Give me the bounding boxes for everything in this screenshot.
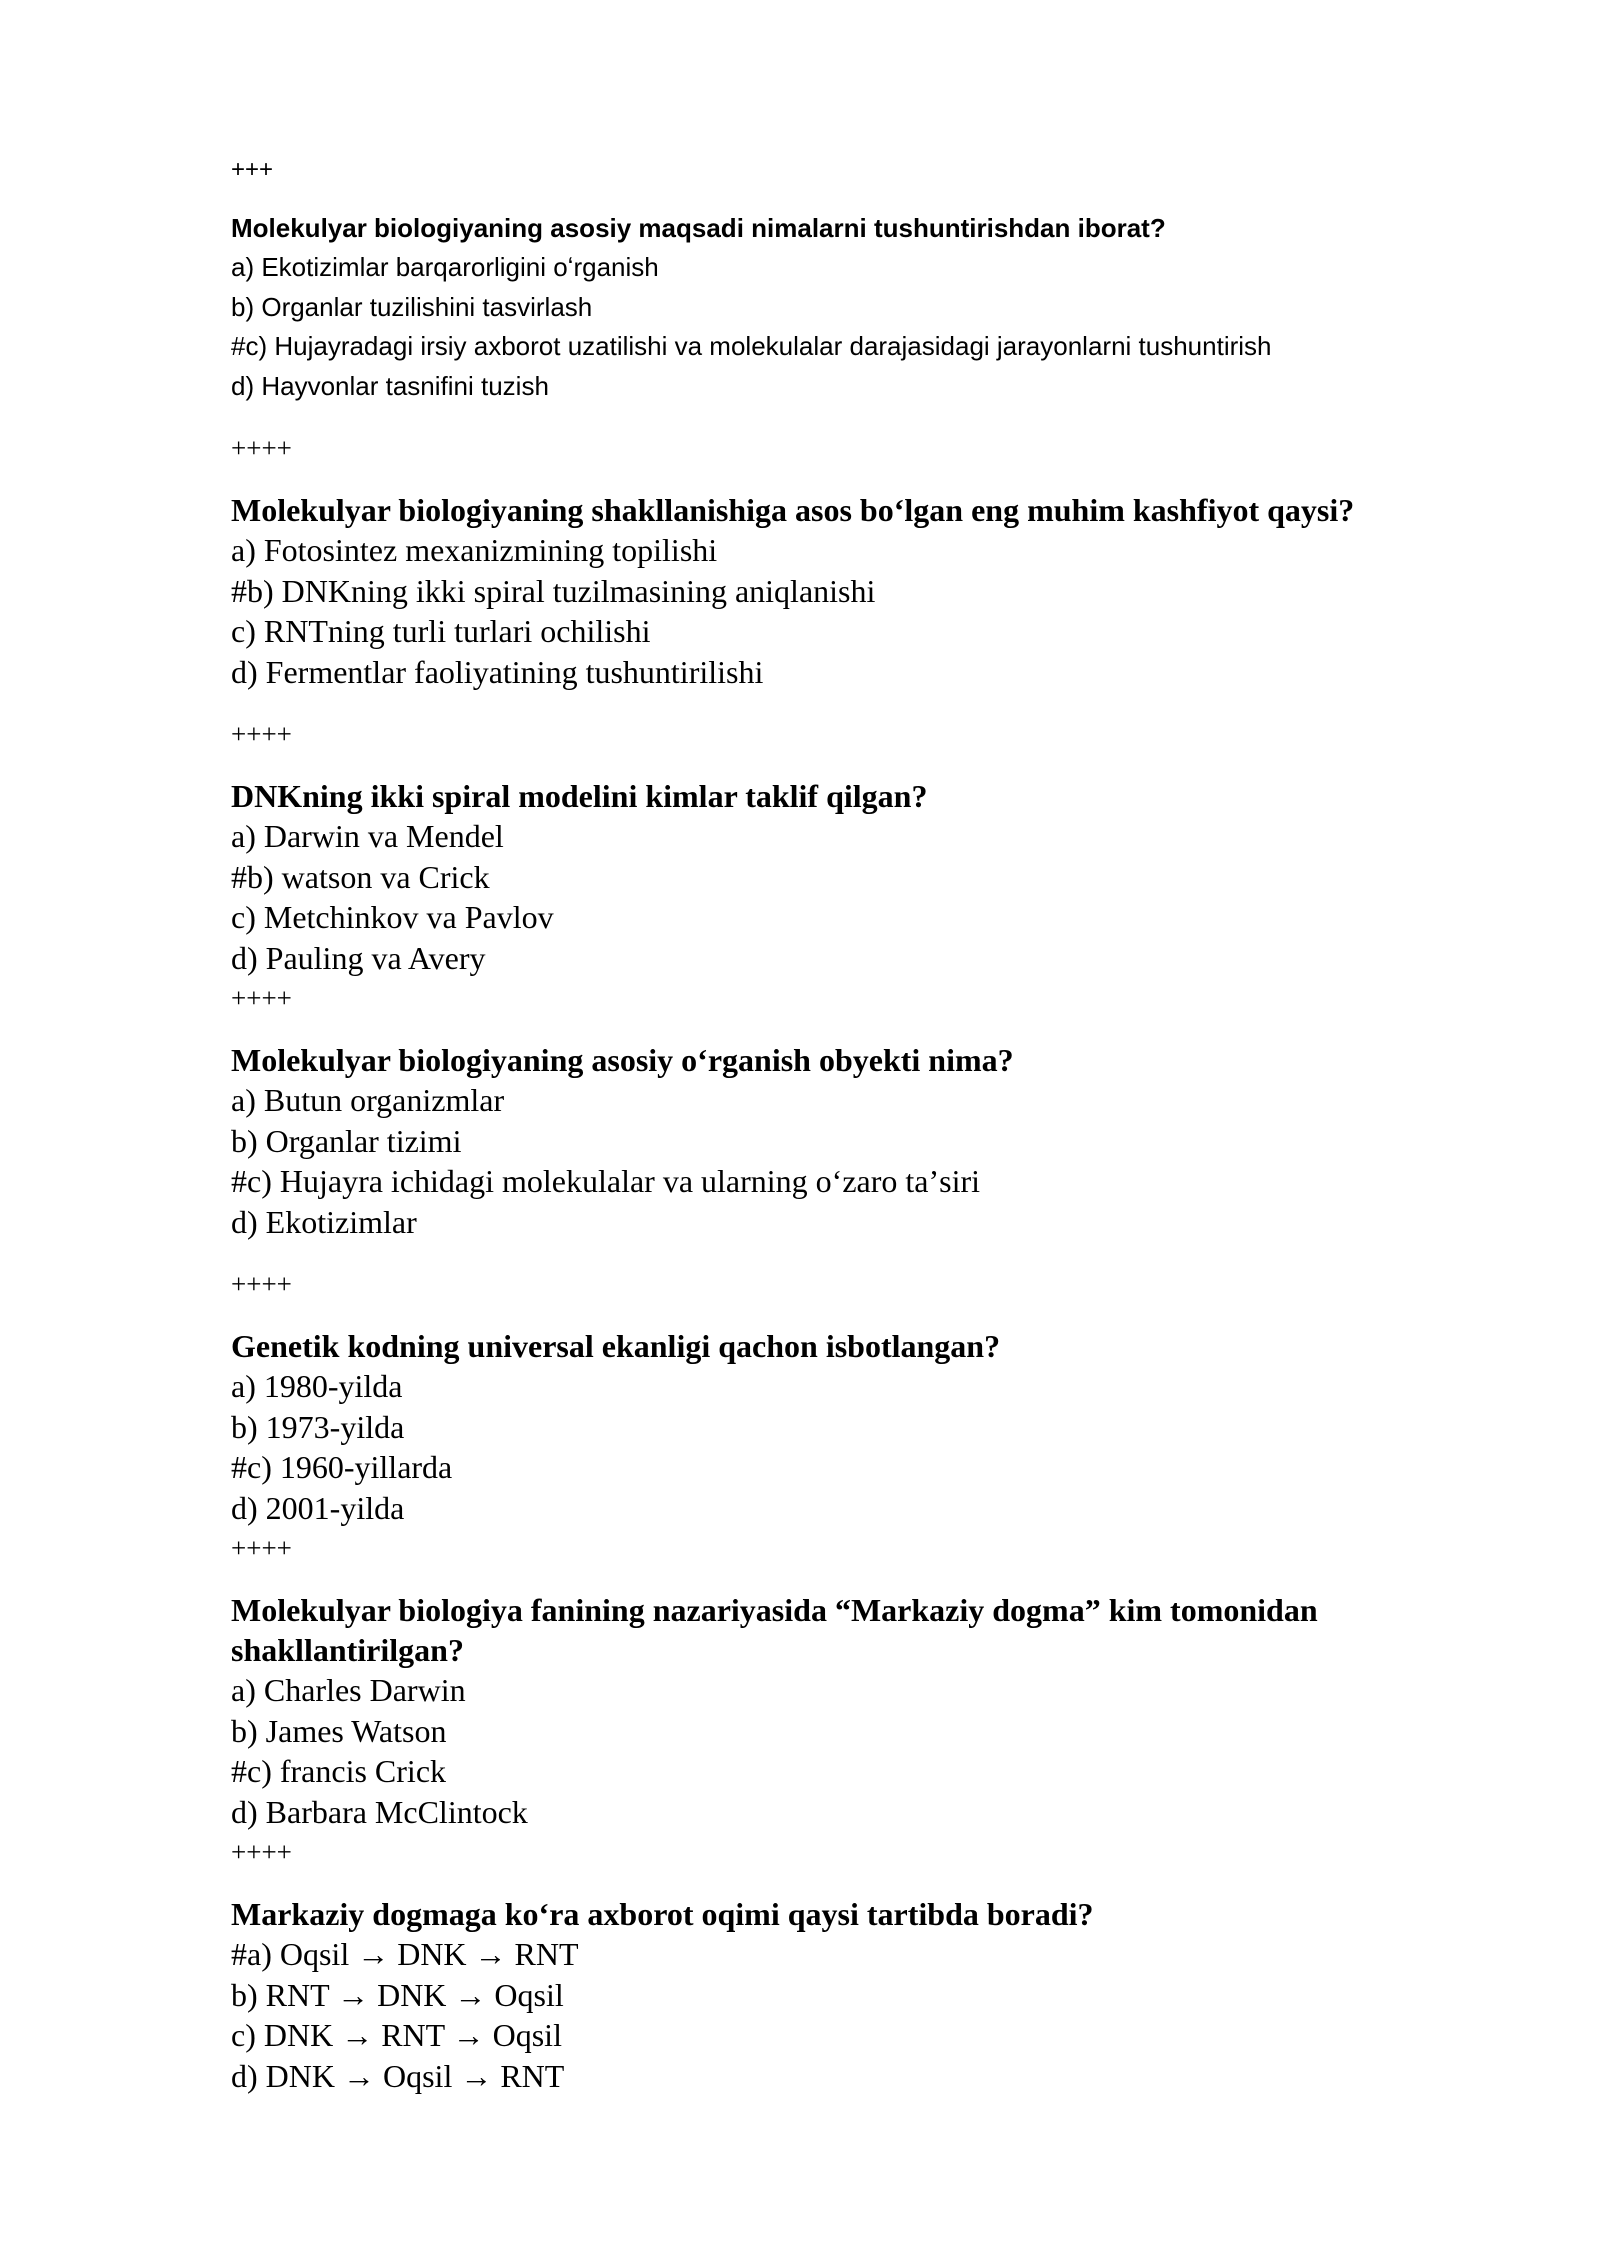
question-text: Molekulyar biologiyaning shakllanishiga asos boʻlgan eng muhim kashfiyot qaysi? bbox=[231, 492, 1355, 528]
question-block bbox=[231, 150, 1411, 406]
separator: ++++ bbox=[231, 983, 292, 1013]
separator: ++++ bbox=[231, 1269, 292, 1299]
question-block bbox=[231, 1264, 1411, 1528]
quiz-document bbox=[231, 150, 1411, 2096]
answer-option: a) Darwin va Mendel bbox=[231, 818, 504, 854]
answer-option: b) 1973-yilda bbox=[231, 1408, 405, 1445]
answer-option: b) Organlar tuzilishini tasvirlash bbox=[231, 291, 593, 322]
answer-option: c) DNK → RNT → Oqsil bbox=[231, 2017, 562, 2053]
answer-option: a) 1980-yilda bbox=[231, 1368, 403, 1404]
question-text: DNKning ikki spiral modelini kimlar taklif qilgan? bbox=[231, 778, 928, 814]
answer-option: a) Ekotizimlar barqarorligini oʻrganish bbox=[231, 252, 659, 282]
answer-option: #c) francis Crick bbox=[231, 1753, 447, 1789]
answer-option: d) Pauling va Avery bbox=[231, 939, 486, 976]
question-block bbox=[231, 428, 1411, 692]
answer-option: #c) 1960-yillarda bbox=[231, 1449, 453, 1485]
answer-option: d) Barbara McClintock bbox=[231, 1793, 528, 1830]
answer-option: d) DNK → Oqsil → RNT bbox=[231, 2057, 565, 2094]
separator: +++ bbox=[231, 156, 274, 183]
answer-option: #b) watson va Crick bbox=[231, 858, 490, 895]
answer-option: b) Organlar tizimi bbox=[231, 1122, 462, 1159]
separator: ++++ bbox=[231, 719, 292, 749]
answer-option: c) Metchinkov va Pavlov bbox=[231, 899, 554, 935]
separator: ++++ bbox=[231, 1533, 292, 1563]
answer-option: #c) Hujayra ichidagi molekulalar va ularning oʻzaro taʼsiri bbox=[231, 1163, 981, 1199]
answer-option: b) James Watson bbox=[231, 1712, 447, 1749]
answer-option: d) Ekotizimlar bbox=[231, 1203, 417, 1240]
question-block bbox=[231, 1528, 1411, 1832]
answer-option: #b) DNKning ikki spiral tuzilmasining aniqlanishi bbox=[231, 572, 876, 609]
answer-option: a) Butun organizmlar bbox=[231, 1082, 505, 1118]
question-text: Molekulyar biologiyaning asosiy oʻrganish obyekti nima? bbox=[231, 1042, 1014, 1078]
question-text: Molekulyar biologiyaning asosiy maqsadi nimalarni tushuntirishdan iborat? bbox=[231, 213, 1166, 243]
answer-option: b) RNT → DNK → Oqsil bbox=[231, 1976, 564, 2013]
answer-option: c) RNTning turli turlari ochilishi bbox=[231, 613, 651, 649]
separator: ++++ bbox=[231, 1837, 292, 1867]
answer-option: d) Fermentlar faoliyatining tushuntirilishi bbox=[231, 653, 764, 690]
answer-option: d) Hayvonlar tasnifini tuzish bbox=[231, 370, 549, 401]
question-block bbox=[231, 1832, 1411, 2096]
question-text: Genetik kodning universal ekanligi qachon isbotlangan? bbox=[231, 1328, 1001, 1364]
answer-option: #a) Oqsil → DNK → RNT bbox=[231, 1936, 579, 1972]
separator: ++++ bbox=[231, 433, 292, 463]
answer-option: #c) Hujayradagi irsiy axborot uzatilishi va molekulalar darajasidagi jarayonlarni tushuntirish bbox=[231, 331, 1272, 361]
question-block bbox=[231, 714, 1411, 978]
answer-option: d) 2001-yilda bbox=[231, 1489, 405, 1526]
answer-option: a) Fotosintez mexanizmining topilishi bbox=[231, 532, 718, 568]
question-text: Molekulyar biologiya fanining nazariyasida “Markaziy dogma” kim tomonidan shakllantirilgan? bbox=[231, 1592, 1318, 1668]
question-text: Markaziy dogmaga koʻra axborot oqimi qaysi tartibda boradi? bbox=[231, 1896, 1094, 1932]
answer-option: a) Charles Darwin bbox=[231, 1672, 466, 1708]
question-block bbox=[231, 978, 1411, 1242]
